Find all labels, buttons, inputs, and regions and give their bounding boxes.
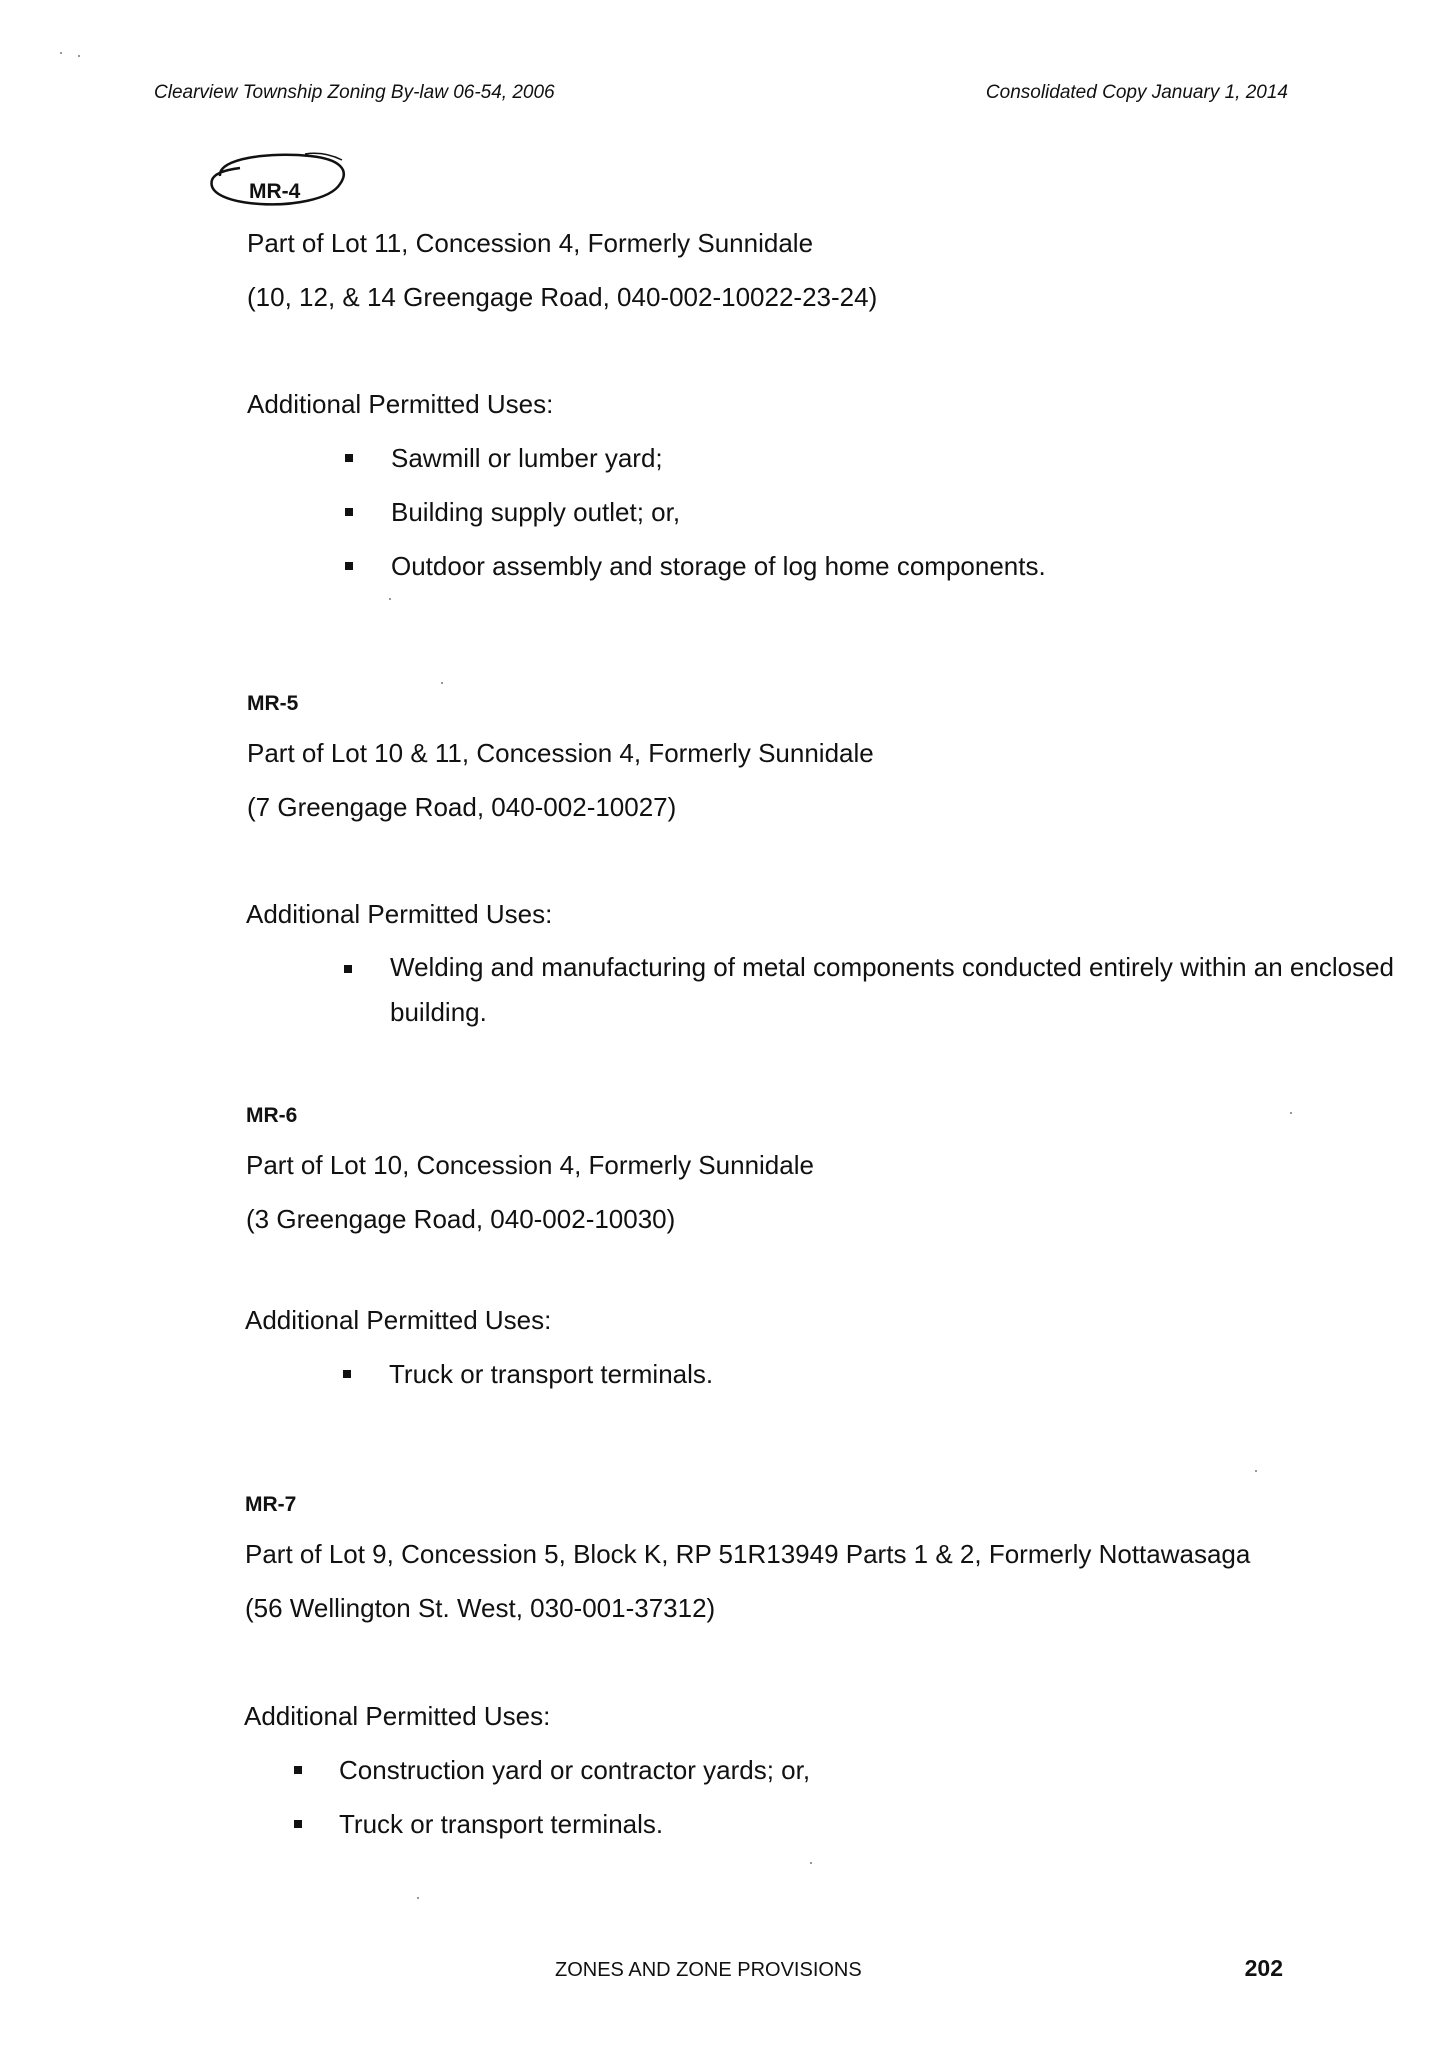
zone-location-mr7: Part of Lot 9, Concession 5, Block K, RP 51R13949 Parts 1 & 2, Formerly Nottawasaga xyxy=(245,1539,1251,1569)
uses-heading-mr4: Additional Permitted Uses: xyxy=(247,389,554,419)
zone-address-mr4: (10, 12, & 14 Greengage Road, 040-002-10022-23-24) xyxy=(247,282,878,312)
scan-speck xyxy=(1290,1112,1292,1114)
scan-speck xyxy=(60,52,62,54)
bullet-icon xyxy=(343,1370,351,1378)
bullet-icon xyxy=(294,1820,302,1828)
scan-speck xyxy=(1255,1470,1257,1472)
scan-speck xyxy=(417,1897,419,1899)
use-item-mr4-2: Building supply outlet; or, xyxy=(391,497,681,527)
scan-speck xyxy=(389,598,391,600)
uses-heading-mr5: Additional Permitted Uses: xyxy=(246,899,553,929)
zone-code-mr6: MR-6 xyxy=(246,1104,298,1127)
zone-code-mr7: MR-7 xyxy=(245,1493,297,1516)
use-item-mr7-1: Construction yard or contractor yards; or, xyxy=(339,1755,811,1785)
scan-speck xyxy=(78,55,80,57)
zone-code-mr5: MR-5 xyxy=(247,692,299,715)
scan-speck xyxy=(441,682,443,684)
bullet-icon xyxy=(345,508,353,516)
document-title-header: Clearview Township Zoning By-law 06-54, 2006 xyxy=(154,82,555,103)
footer-section-title: ZONES AND ZONE PROVISIONS xyxy=(555,1959,862,1981)
use-item-mr4-3: Outdoor assembly and storage of log home components. xyxy=(391,551,1046,581)
zone-location-mr4: Part of Lot 11, Concession 4, Formerly Sunnidale xyxy=(247,228,814,258)
uses-heading-mr6: Additional Permitted Uses: xyxy=(245,1305,552,1335)
zone-location-mr6: Part of Lot 10, Concession 4, Formerly Sunnidale xyxy=(246,1150,814,1180)
zone-address-mr5: (7 Greengage Road, 040-002-10027) xyxy=(247,792,677,822)
uses-heading-mr7: Additional Permitted Uses: xyxy=(244,1701,551,1731)
consolidated-date-header: Consolidated Copy January 1, 2014 xyxy=(985,82,1288,103)
scan-speck xyxy=(810,1862,812,1864)
bullet-icon xyxy=(345,454,353,462)
zone-address-mr7: (56 Wellington St. West, 030-001-37312) xyxy=(245,1593,716,1623)
use-item-mr5-1: Welding and manufacturing of metal components conducted entirely within an enclosed building. xyxy=(390,952,1395,1027)
zone-code-mr4: MR-4 xyxy=(249,180,301,203)
bullet-icon xyxy=(294,1766,302,1774)
use-item-mr4-1: Sawmill or lumber yard; xyxy=(391,443,663,473)
use-item-mr6-1: Truck or transport terminals. xyxy=(389,1359,714,1389)
zone-address-mr6: (3 Greengage Road, 040-002-10030) xyxy=(246,1204,676,1234)
use-item-mr7-2: Truck or transport terminals. xyxy=(339,1809,664,1839)
zone-location-mr5: Part of Lot 10 & 11, Concession 4, Formerly Sunnidale xyxy=(247,738,874,768)
page-number: 202 xyxy=(1244,1955,1283,1981)
bullet-icon xyxy=(344,965,352,973)
bullet-icon xyxy=(345,562,353,570)
